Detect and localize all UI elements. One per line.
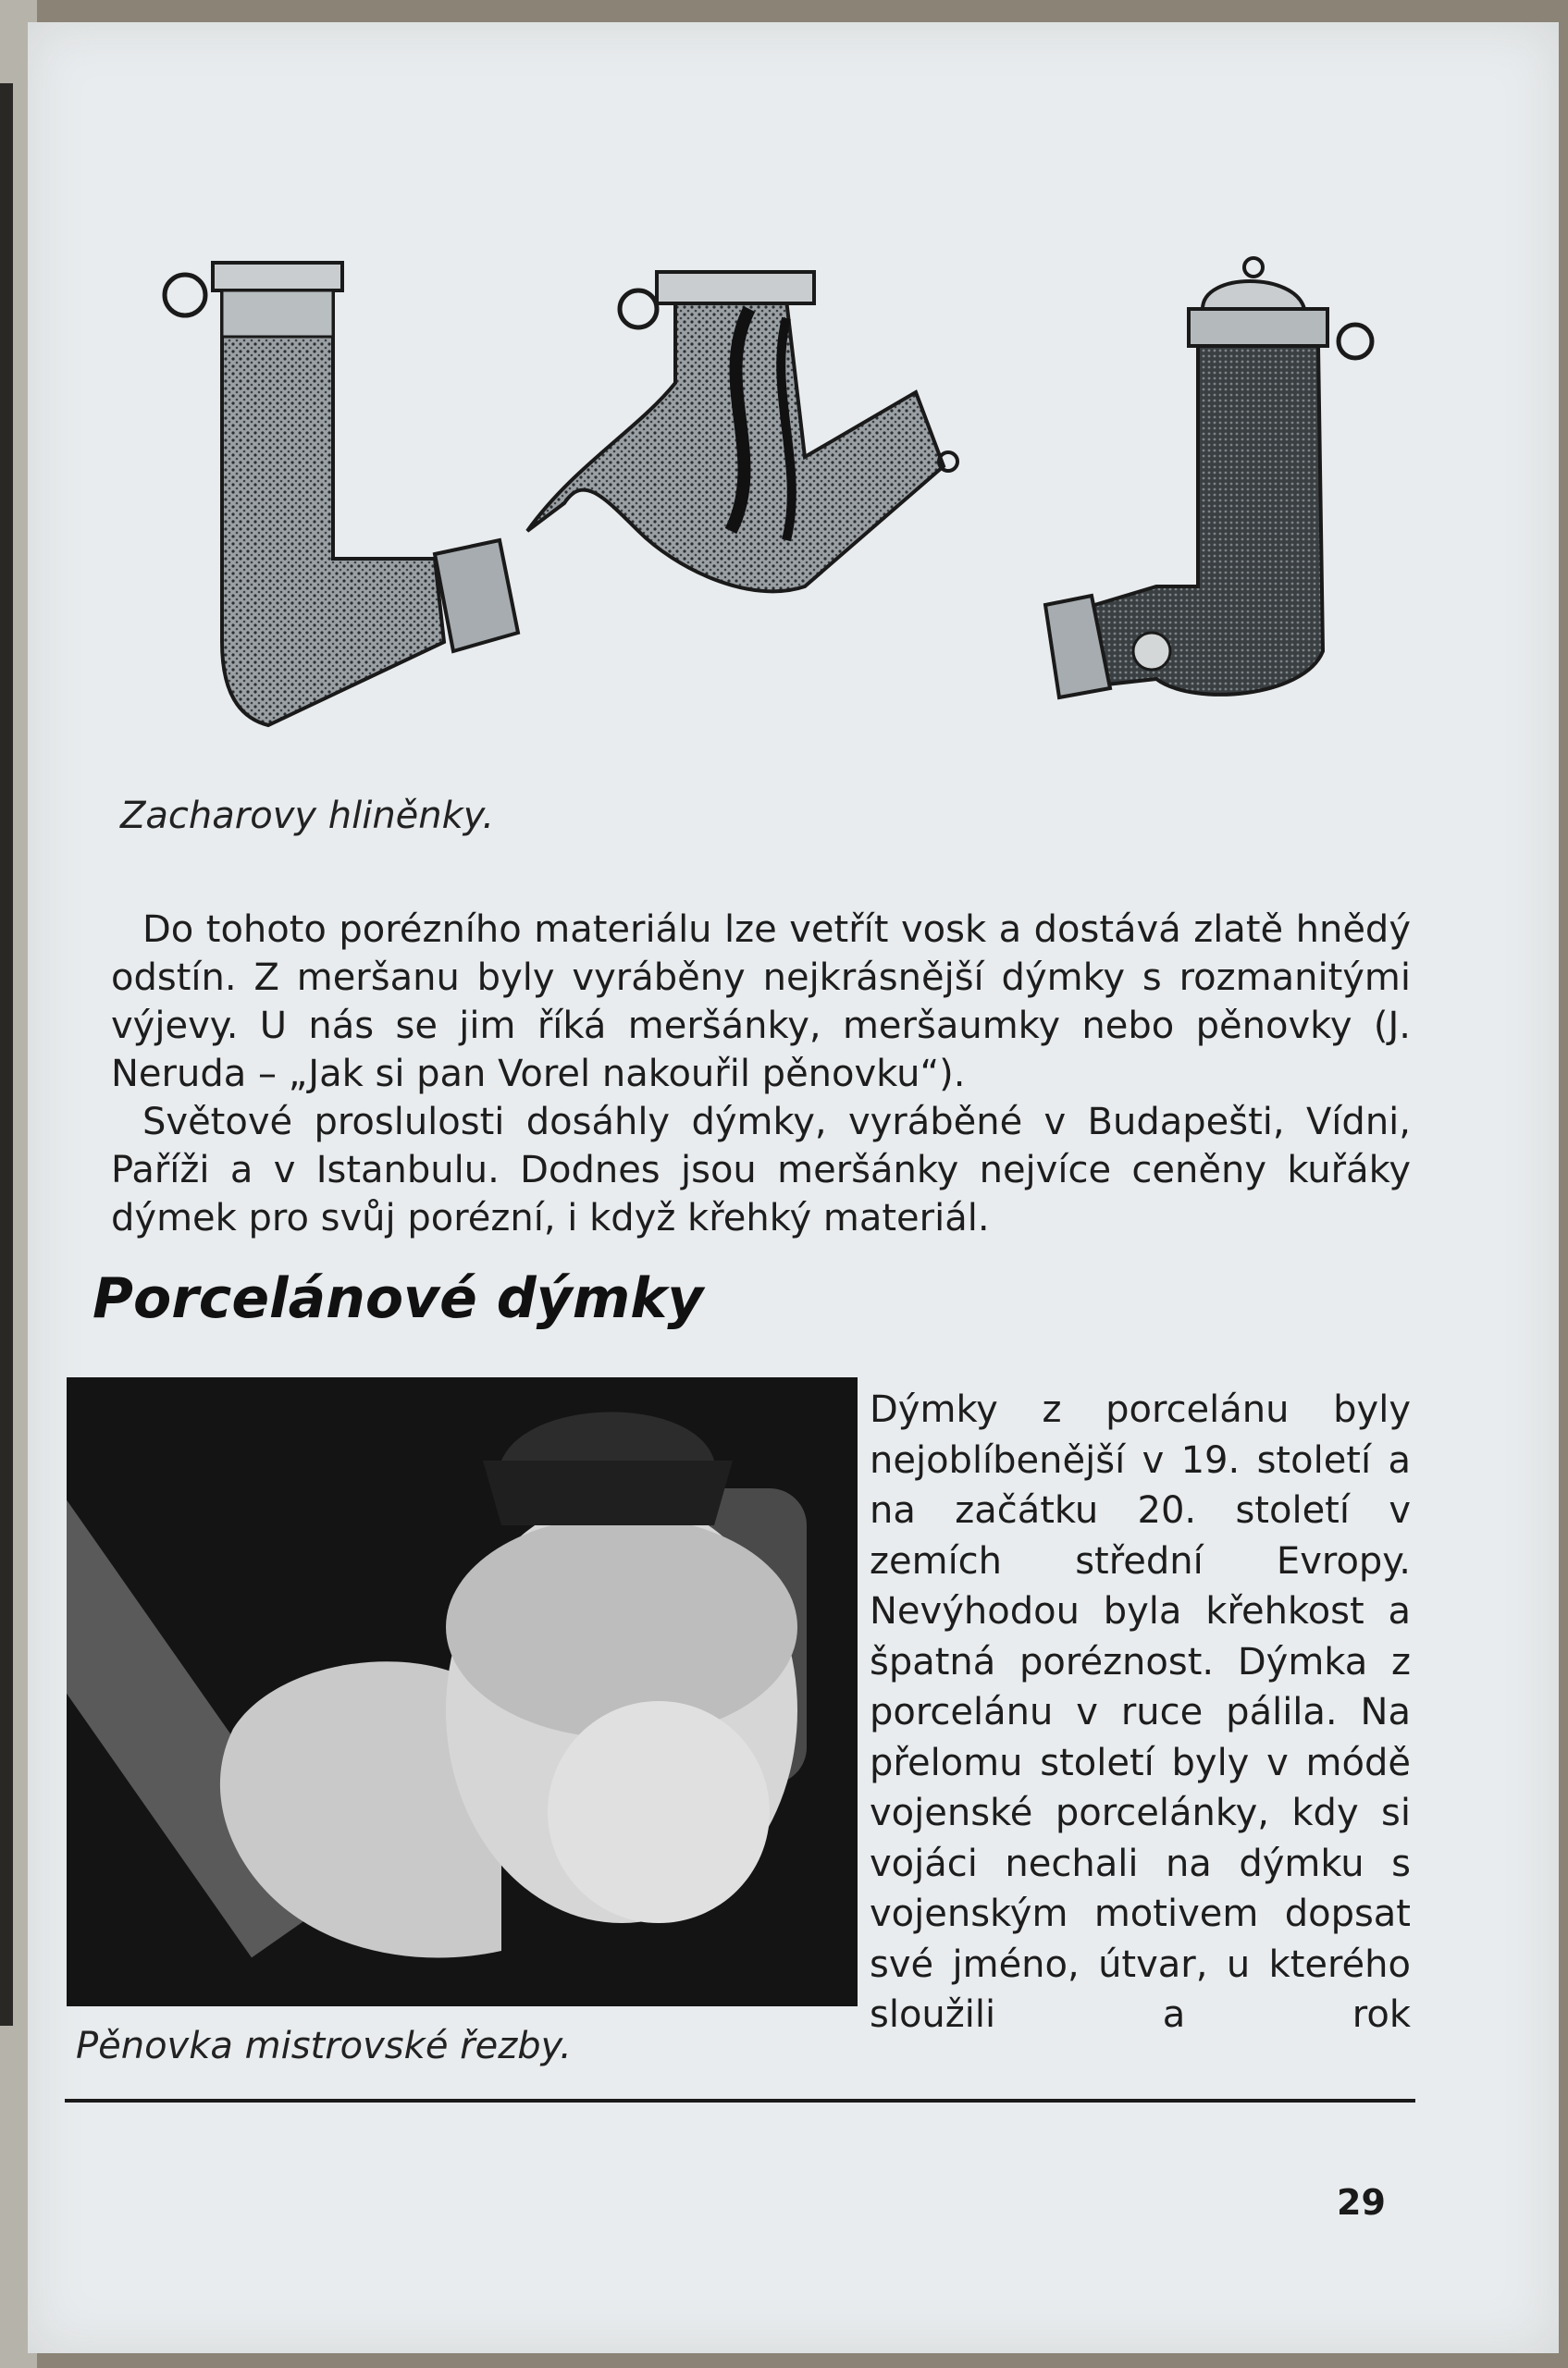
body-text bbox=[111, 906, 1411, 1242]
footer-rule bbox=[65, 2099, 1415, 2103]
meerschaum-pipe-photo bbox=[67, 1377, 858, 2006]
section-heading: Porcelánové dýmky bbox=[93, 1266, 704, 1331]
figure-caption-top: Zacharovy hliněnky. bbox=[120, 795, 495, 837]
clay-pipes-illustration bbox=[157, 253, 1434, 753]
figure-caption-bottom: Pěnovka mistrovské řezby. bbox=[76, 2025, 572, 2067]
paragraph-1: Do tohoto porézního materiálu lze vetřít vosk a dostává zlatě hnědý odstín. Z meršanu byly vyráběny nejkrásnější dýmky s rozmanitými výjevy. U nás se jim říká meršánky, meršaumky nebo pěnovky (J. Neruda – „Jak si pan Vorel nakouřil pěnovku“). bbox=[111, 908, 1411, 1095]
book-binding-edge bbox=[0, 83, 13, 2026]
section-text: Dýmky z porcelánu byly nejoblíbenější v 19. století a na začátku 20. století v zemích střední Evropy. Nevýhodou byla křehkost a špatná poréznost. Dýmka z porcelánu v ruce pálila. Na přelomu století byly v módě vojenské porcelánky, kdy si vojáci nechali na dýmku s vojenským motivem dopsat své jméno, útvar, u kterého sloužili a rok bbox=[870, 1388, 1411, 2036]
book-page bbox=[28, 22, 1559, 2353]
page-number: 29 bbox=[1337, 2182, 1386, 2223]
pipe-3-drawing bbox=[1045, 258, 1372, 697]
paragraph-2: Světové proslulosti dosáhly dýmky, vyráběné v Budapešti, Vídni, Paříži a v Istanbulu. Dodnes jsou meršánky nejvíce ceněny kuřáky dýmek pro svůj porézní, i když křehký materiál. bbox=[111, 1101, 1411, 1240]
pipe-2-drawing bbox=[527, 272, 957, 591]
pipe-1-drawing bbox=[165, 263, 518, 725]
